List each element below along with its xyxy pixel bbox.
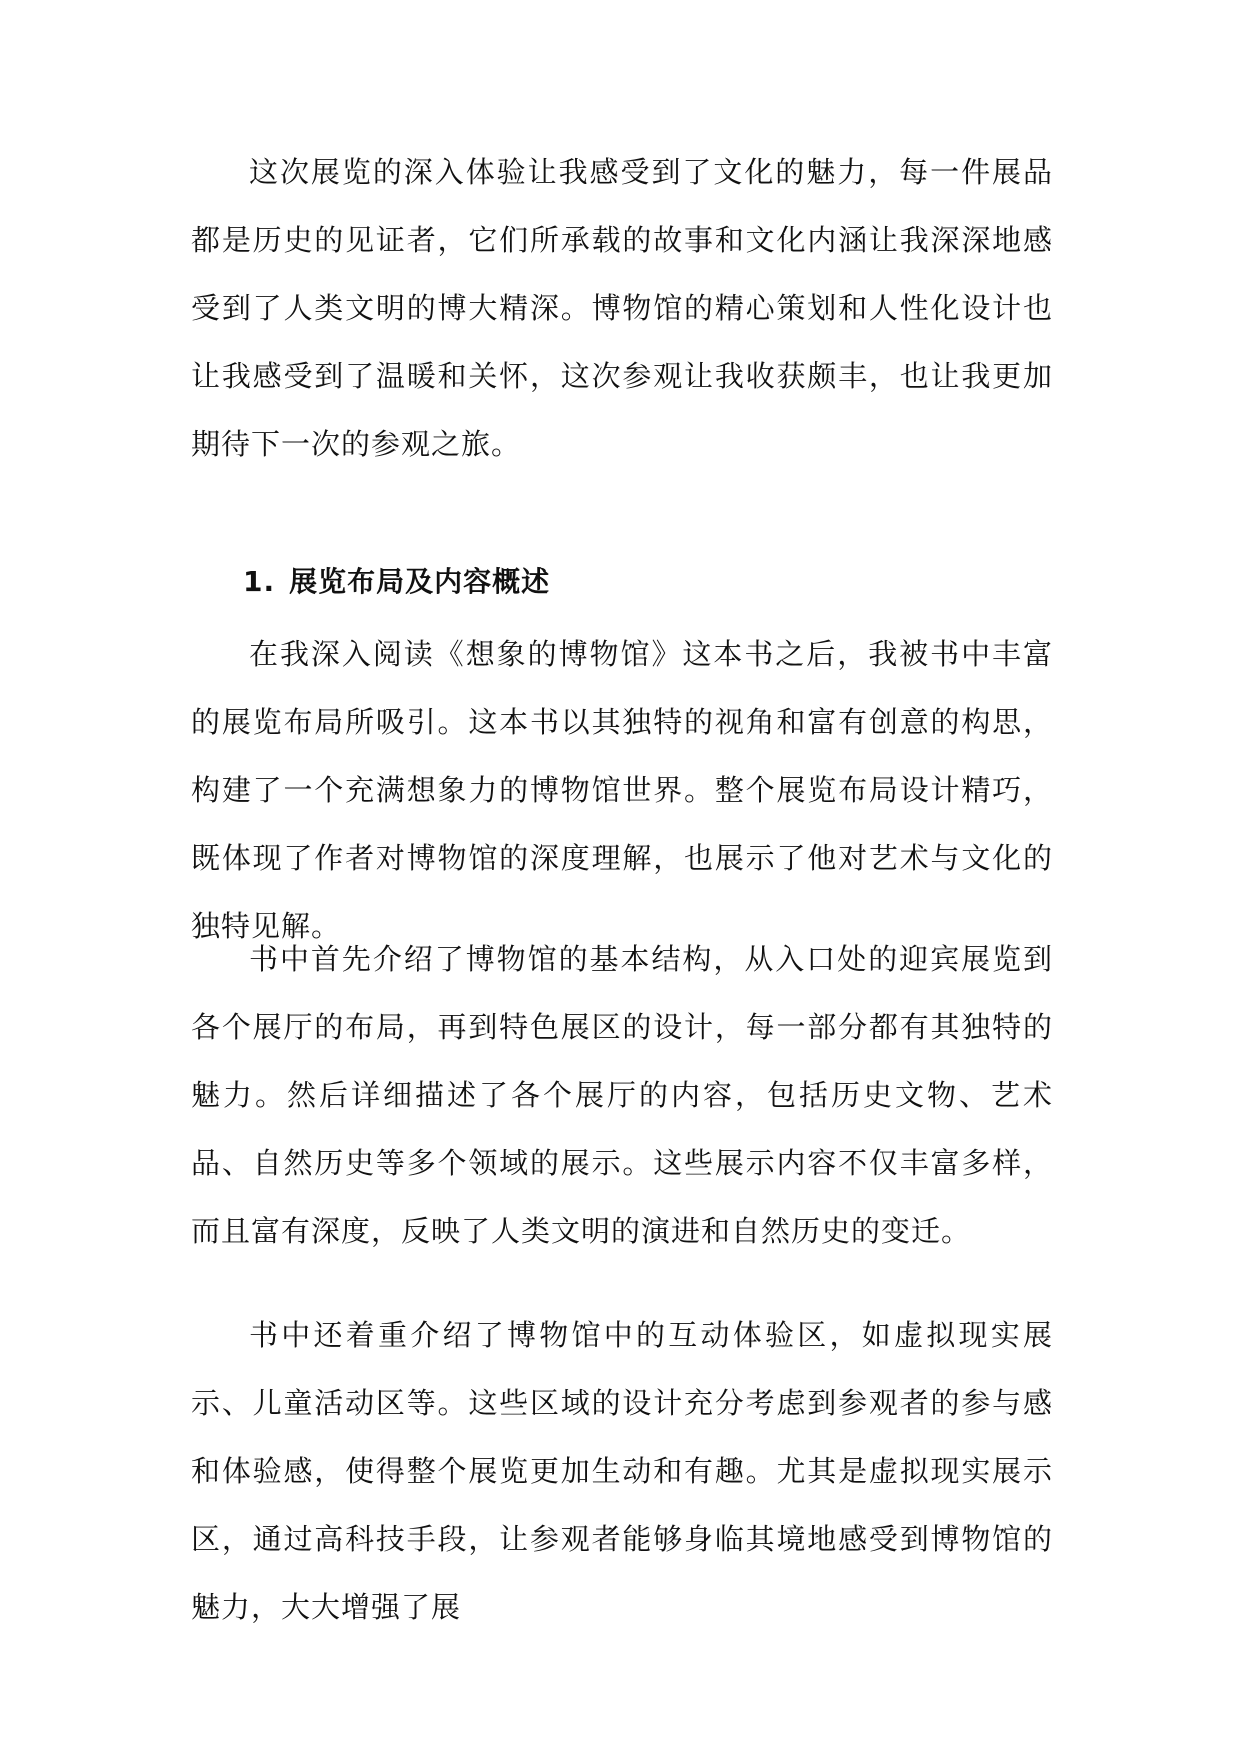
paragraph-intro: 这次展览的深入体验让我感受到了文化的魅力，每一件展品都是历史的见证者，它们所承载的故事和文化内涵让我深深地感受到了人类文明的博大精深。博物馆的精心策划和人性化设计也让我感受到了温暖和关怀，这次参观让我收获颇丰，也让我更加期待下一次的参观之旅。 (191, 155, 1053, 461)
section-heading (243, 548, 550, 616)
section-title: 展览布局及内容概述 (289, 565, 551, 598)
section-number: 1. (243, 565, 276, 598)
paragraph-layout: 在我深入阅读《想象的博物馆》这本书之后，我被书中丰富的展览布局所吸引。这本书以其独特的视角和富有创意的构思，构建了一个充满想象力的博物馆世界。整个展览布局设计精巧，既体现了作者对博物馆的深度理解，也展示了他对艺术与文化的独特见解。 (191, 637, 1053, 943)
paragraph-interactive: 书中还着重介绍了博物馆中的互动体验区，如虚拟现实展示、儿童活动区等。这些区域的设计充分考虑到参观者的参与感和体验感，使得整个展览更加生动和有趣。尤其是虚拟现实展示区，通过高科技手段，让参观者能够身临其境地感受到博物馆的魅力，大大增强了展 (191, 1318, 1053, 1624)
paragraph-structure: 书中首先介绍了博物馆的基本结构，从入口处的迎宾展览到各个展厅的布局，再到特色展区的设计，每一部分都有其独特的魅力。然后详细描述了各个展厅的内容，包括历史文物、艺术品、自然历史等多个领域的展示。这些展示内容不仅丰富多样，而且富有深度，反映了人类文明的演进和自然历史的变迁。 (191, 942, 1053, 1248)
